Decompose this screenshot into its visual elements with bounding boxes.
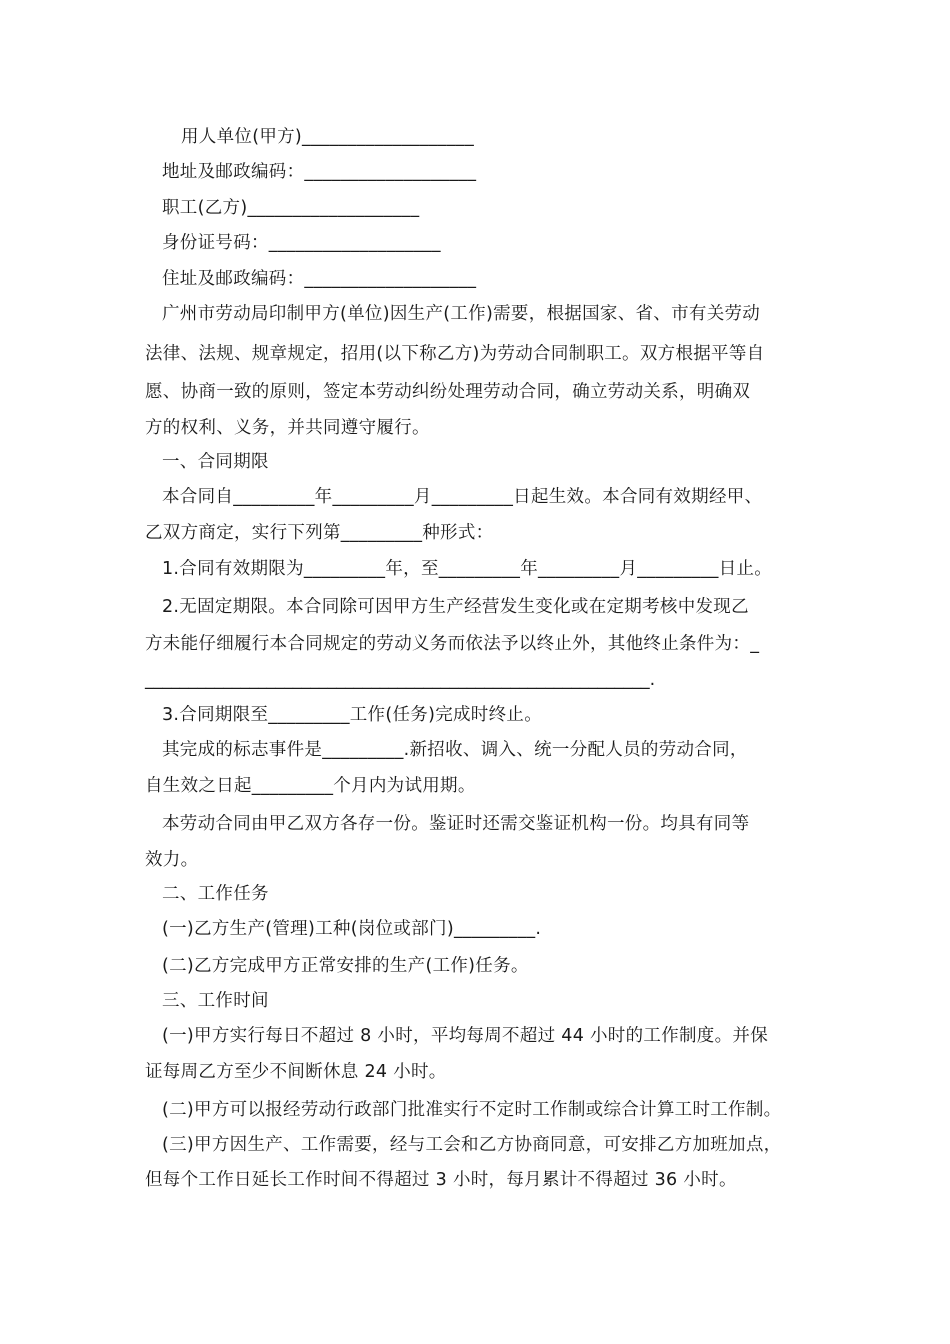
section-paragraph-line: 自生效之日起_________个月内为试用期。 [145,776,476,796]
term-option-2-line: 2.无固定期限。本合同除可因甲方生产经营发生变化或在定期考核中发现乙 [162,597,749,617]
intro-paragraph-line: 广州市劳动局印制甲方(单位)因生产(工作)需要，根据国家、省、市有关劳动 [162,304,761,324]
section-heading: 二、工作任务 [162,884,269,904]
section-paragraph-line: 本劳动合同由甲乙双方各存一份。鉴证时还需交鉴证机构一份。均具有同等 [162,814,750,834]
id-number-field: 身份证号码：___________________ [162,233,441,253]
task-item-2: (二)乙方完成甲方正常安排的生产(工作)任务。 [162,956,529,976]
intro-paragraph-line: 愿、协商一致的原则，签定本劳动纠纷处理劳动合同，确立劳动关系，明确双 [145,382,751,402]
section-heading: 一、合同期限 [162,452,269,472]
intro-paragraph-line: 法律、法规、规章规定，招用(以下称乙方)为劳动合同制职工。双方根据平等自 [145,344,765,364]
intro-paragraph-line: 方的权利、义务，并共同遵守履行。 [145,418,430,438]
hours-item-1-line: (一)甲方实行每日不超过 8 小时，平均每周不超过 44 小时的工作制度。并保 [162,1026,769,1046]
hours-item-3-line: (三)甲方因生产、工作需要，经与工会和乙方协商同意，可安排乙方加班加点， [162,1135,782,1155]
section-paragraph-line: 本合同自_________年_________月_________日起生效。本合同有效期经甲、 [162,487,763,507]
employee-field: 职工(乙方)___________________ [162,198,420,218]
section-paragraph-line: 效力。 [145,850,199,870]
address-postal-field-b: 住址及邮政编码：___________________ [162,269,477,289]
task-item-1: (一)乙方生产(管理)工种(岗位或部门)_________. [162,919,542,939]
term-option-2-line: __________________________________________________________. [145,670,656,690]
section-paragraph-line: 乙双方商定，实行下列第_________种形式： [145,523,494,543]
hours-item-2: (二)甲方可以报经劳动行政部门批准实行不定时工作制或综合计算工时工作制。 [162,1100,782,1120]
employer-field: 用人单位(甲方)___________________ [181,127,475,147]
section-paragraph-line: 其完成的标志事件是_________.新招收、调入、统一分配人员的劳动合同， [162,740,748,760]
term-option-3: 3.合同期限至_________工作(任务)完成时终止。 [162,705,543,725]
address-postal-field-a: 地址及邮政编码：___________________ [162,162,477,182]
section-heading: 三、工作时间 [162,991,269,1011]
hours-item-1-line: 证每周乙方至少不间断休息 24 小时。 [145,1062,447,1082]
term-option-2-line: 方未能仔细履行本合同规定的劳动义务而依法予以终止外，其他终止条件为：_ [145,634,760,654]
hours-item-3-line: 但每个工作日延长工作时间不得超过 3 小时，每月累计不得超过 36 小时。 [145,1170,737,1190]
term-option-1: 1.合同有效期限为_________年，至_________年_________月_________日止。 [162,559,773,579]
